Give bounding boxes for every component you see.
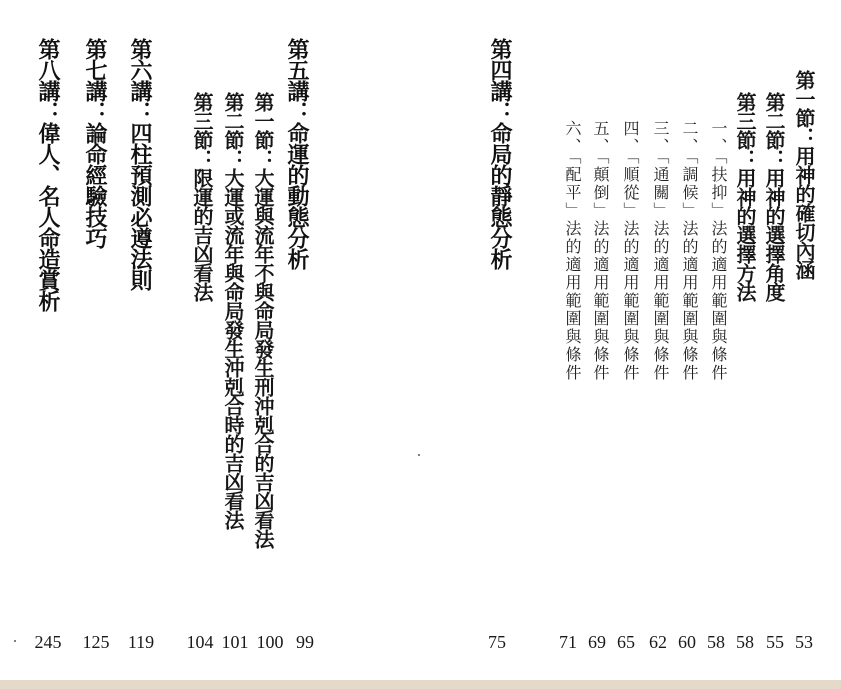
toc-entry-sec-1: 第一節：用神的確切內涵	[792, 70, 816, 279]
toc-entry-sec-5-3: 第三節：限運的吉凶看法	[190, 92, 214, 301]
toc-entry-lec-8: 第八講：偉人、名人命造賞析	[35, 38, 61, 311]
toc-entry-sub-1: 一、「扶抑」法的適用範圍與條件	[709, 120, 728, 382]
page-number: 119	[127, 632, 155, 652]
toc-entry-lec-5: 第五講：命運的動態分析	[284, 38, 310, 269]
page-number: 75	[488, 632, 506, 652]
toc-entry-sub-6: 六、「配平」法的適用範圍與條件	[563, 120, 582, 382]
page-number: 58	[707, 632, 725, 652]
scan-speck	[14, 640, 16, 642]
page-number: 71	[559, 632, 577, 652]
page-number: 69	[588, 632, 606, 652]
page-number: 104	[186, 632, 214, 652]
page-number: 125	[82, 632, 110, 652]
toc-entry-sec-3: 第三節：用神的選擇方法	[733, 92, 757, 301]
page-number: 65	[617, 632, 635, 652]
page-number: 60	[678, 632, 696, 652]
toc-entry-sub-3: 三、「通關」法的適用範圍與條件	[651, 120, 670, 382]
page-number: 53	[795, 632, 813, 652]
toc-entry-lec-7: 第七講：論命經驗技巧	[82, 38, 108, 248]
page-number: 62	[649, 632, 667, 652]
toc-entry-sub-2: 二、「調候」法的適用範圍與條件	[680, 120, 699, 382]
toc-entry-sec-5-2: 第二節：大運或流年與命局發生沖剋合時的吉凶看法	[221, 92, 245, 529]
toc-entry-sub-5: 五、「顛倒」法的適用範圍與條件	[591, 120, 610, 382]
page-edge-band	[0, 680, 841, 689]
page-number: 100	[256, 632, 284, 652]
toc-entry-sec-5-1: 第一節：大運與流年不與命局發生刑沖剋合的吉凶看法	[251, 92, 275, 548]
toc-entry-sub-4: 四、「順從」法的適用範圍與條件	[621, 120, 640, 382]
page-number: 58	[736, 632, 754, 652]
page-number: 101	[221, 632, 249, 652]
toc-entry-lec-6: 第六講：四柱預測必遵法則	[127, 38, 153, 290]
toc-entry-sec-2: 第二節：用神的選擇角度	[762, 92, 786, 301]
page-number: 99	[296, 632, 314, 652]
toc-entry-lec-4: 第四講：命局的靜態分析	[487, 38, 513, 269]
scan-speck	[418, 454, 420, 456]
page-number: 55	[766, 632, 784, 652]
page-number: 245	[34, 632, 62, 652]
